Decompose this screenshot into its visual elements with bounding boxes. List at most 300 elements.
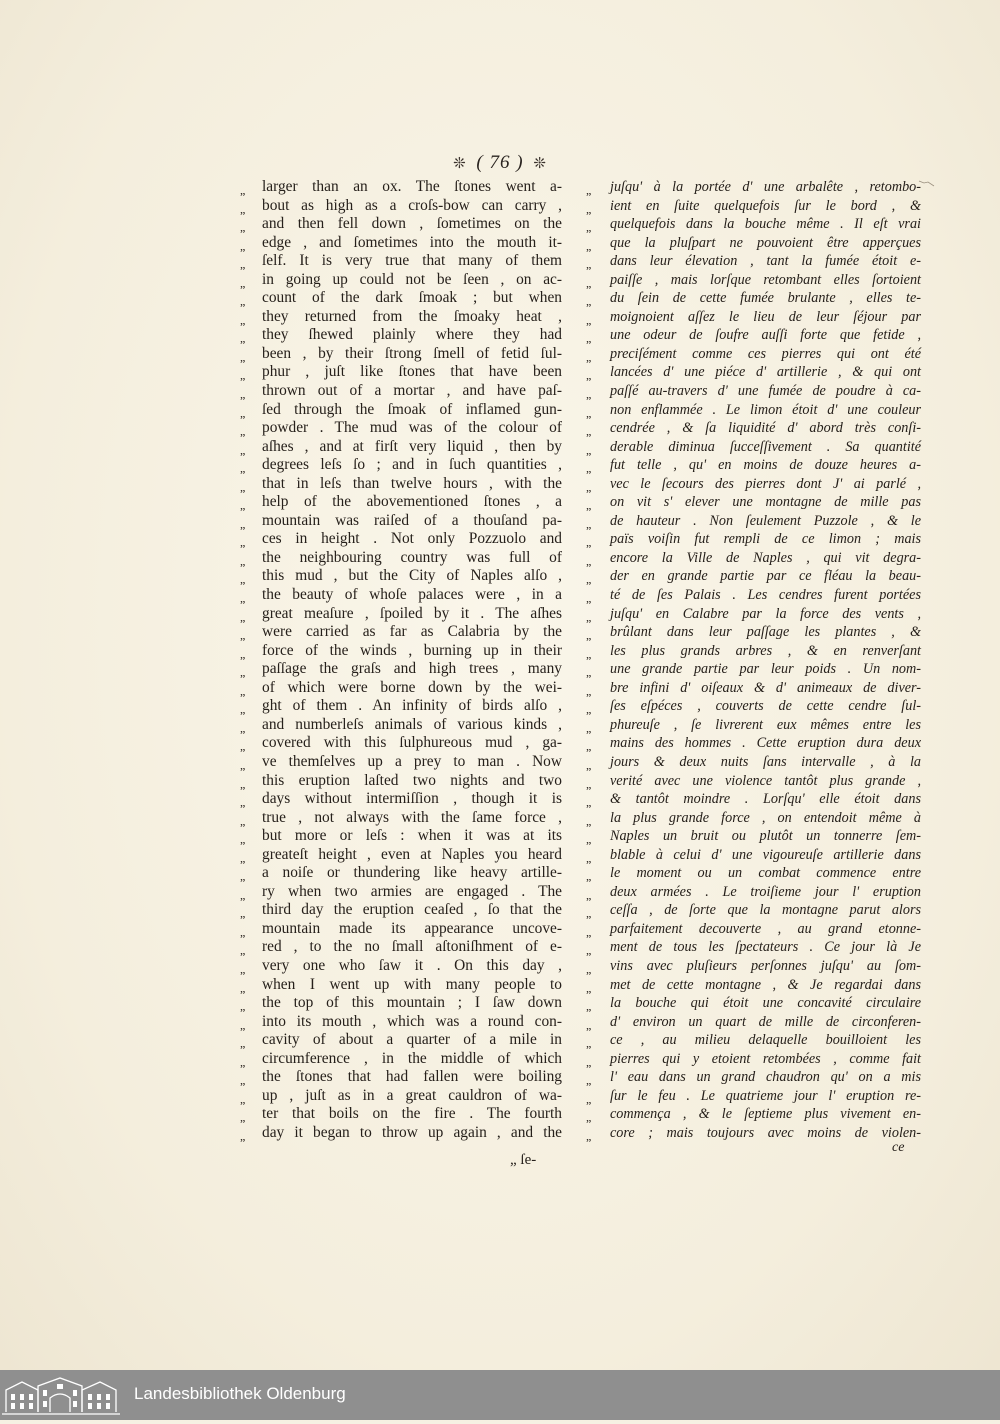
- quotation-mark-icon: „: [240, 887, 245, 902]
- french-line-text: du ſein de cette fumée brulante , elles te-: [610, 290, 921, 307]
- english-line-text: help of the abovementioned ſtones , a: [262, 493, 562, 511]
- english-line-text: true , not always with the ſame force ,: [262, 808, 562, 826]
- french-line: [586, 1031, 921, 1050]
- quotation-mark-icon: „: [586, 349, 591, 364]
- english-line-text: this mud , but the City of Naples alſo ,: [262, 567, 562, 585]
- quotation-mark-icon: „: [240, 312, 245, 327]
- quotation-mark-icon: „: [240, 461, 245, 476]
- english-line-text: day it began to throw up again , and the: [262, 1123, 562, 1141]
- english-line-text: in going up could not be ſeen , on ac-: [262, 270, 562, 288]
- quotation-mark-icon: „: [240, 943, 245, 958]
- english-line: [240, 567, 562, 586]
- quotation-mark-icon: „: [586, 869, 591, 884]
- page-header: [0, 152, 1000, 174]
- quotation-mark-icon: „: [586, 572, 591, 587]
- english-line-text: of which were borne down by the wei-: [262, 678, 562, 696]
- french-line: [586, 567, 921, 586]
- french-line-text: met de cette montagne , & Je regardai dans: [610, 976, 921, 993]
- french-line: [586, 994, 921, 1013]
- french-line-text: phureuſe , ſe livrerent eux mêmes entre les: [610, 716, 921, 733]
- english-line-text: thrown out of a mortar , and have paſ-: [262, 382, 562, 400]
- catchword-left: „ ſe-: [510, 1152, 537, 1168]
- english-line: [240, 1105, 562, 1124]
- english-line-text: ry when two armies are engaged . The: [262, 882, 562, 900]
- quotation-mark-icon: „: [240, 795, 245, 810]
- french-line-text: verité avec une violence tantôt plus grande ,: [610, 772, 921, 789]
- quotation-mark-icon: „: [586, 516, 591, 531]
- french-line: [586, 475, 921, 494]
- quotation-mark-icon: „: [240, 572, 245, 587]
- quotation-mark-icon: „: [586, 683, 591, 698]
- quotation-mark-icon: „: [240, 850, 245, 865]
- quotation-mark-icon: „: [586, 461, 591, 476]
- english-line-text: that in leſs than twelve hours , with the: [262, 474, 562, 492]
- english-line: [240, 846, 562, 865]
- english-line-text: larger than an ox. The ſtones went a-: [262, 178, 562, 195]
- french-line-text: l' eau dans un grand chaudron qu' on a mis: [610, 1069, 921, 1086]
- quotation-mark-icon: „: [586, 628, 591, 643]
- english-line-text: they ſhewed plainly where they had: [262, 326, 562, 344]
- quotation-mark-icon: „: [586, 220, 591, 235]
- french-line: [586, 623, 921, 642]
- english-line: [240, 252, 562, 271]
- french-line-text: que la pluſpart ne pouvoient être apperçues: [610, 234, 921, 251]
- french-line: [586, 326, 921, 345]
- quotation-mark-icon: „: [586, 1091, 591, 1106]
- french-line: [586, 456, 921, 475]
- english-line: [240, 1031, 562, 1050]
- quotation-mark-icon: „: [586, 387, 591, 402]
- quotation-mark-icon: „: [586, 1054, 591, 1069]
- quotation-mark-icon: „: [240, 535, 245, 550]
- french-line: [586, 920, 921, 939]
- french-line-text: ſur le feu . Le quatrieme jour l' eruption re-: [610, 1087, 921, 1104]
- english-line-text: circumference , in the middle of which: [262, 1049, 562, 1067]
- quotation-mark-icon: „: [240, 776, 245, 791]
- ornament-left-icon: ❊: [453, 156, 467, 172]
- french-line-text: core ; mais toujours avec moins de violen-: [610, 1124, 921, 1141]
- quotation-mark-icon: „: [586, 294, 591, 309]
- quotation-mark-icon: „: [240, 906, 245, 921]
- english-line: [240, 438, 562, 457]
- quotation-mark-icon: „: [586, 535, 591, 550]
- english-line: [240, 623, 562, 642]
- english-line-text: force of the winds , burning up in their: [262, 641, 562, 659]
- quotation-mark-icon: „: [586, 832, 591, 847]
- english-line-text: phur , juſt like ſtones that have been: [262, 363, 562, 381]
- french-line: [586, 976, 921, 995]
- french-line: [586, 382, 921, 401]
- french-line: [586, 234, 921, 253]
- quotation-mark-icon: „: [240, 275, 245, 290]
- quotation-mark-icon: „: [586, 368, 591, 383]
- french-line-text: la bouche qui étoit une concavité circulaire: [610, 995, 921, 1012]
- english-line: [240, 772, 562, 791]
- english-line-text: count of the dark ſmoak ; but when: [262, 289, 562, 307]
- english-line: [240, 401, 562, 420]
- quotation-mark-icon: „: [240, 220, 245, 235]
- quotation-mark-icon: „: [240, 294, 245, 309]
- ornament-right-icon: ❊: [533, 156, 547, 172]
- english-line: [240, 642, 562, 661]
- french-line-text: jours & deux nuits ſans intervalle , à la: [610, 753, 921, 770]
- quotation-mark-icon: „: [240, 702, 245, 717]
- french-line: [586, 530, 921, 549]
- quotation-mark-icon: „: [240, 516, 245, 531]
- english-line-text: powder . The mud was of the colour of: [262, 419, 562, 437]
- french-line: [586, 938, 921, 957]
- english-line-text: but more or leſs : when it was at its: [262, 827, 562, 845]
- french-line-text: d' environ un quart de mille de circonferen-: [610, 1013, 921, 1030]
- french-line: [586, 215, 921, 234]
- english-line-text: the ſtones that had fallen were boiling: [262, 1068, 562, 1086]
- english-line: [240, 586, 562, 605]
- french-line: [586, 901, 921, 920]
- quotation-mark-icon: „: [586, 609, 591, 624]
- quotation-mark-icon: „: [586, 795, 591, 810]
- quotation-mark-icon: „: [586, 850, 591, 865]
- quotation-mark-icon: „: [240, 683, 245, 698]
- french-line-text: juſqu' à la portée d' une arbalête , retombo-: [610, 179, 921, 195]
- english-line: [240, 679, 562, 698]
- english-line: [240, 753, 562, 772]
- french-line-text: der en grande partie par ce fléau la beau-: [610, 568, 921, 585]
- english-line-text: they returned from the ſmoaky heat ,: [262, 307, 562, 325]
- english-line-text: paſſage the graſs and high trees , many: [262, 660, 562, 678]
- french-line: [586, 716, 921, 735]
- french-line-text: ce , au milieu delaquelle bouilloient les: [610, 1032, 921, 1049]
- french-line: [586, 512, 921, 531]
- english-line: [240, 289, 562, 308]
- quotation-mark-icon: „: [240, 1128, 245, 1143]
- french-line-text: brûlant dans leur paſſage les plantes , &: [610, 624, 921, 641]
- quotation-mark-icon: „: [240, 387, 245, 402]
- english-line: [240, 697, 562, 716]
- quotation-mark-icon: „: [586, 980, 591, 995]
- quotation-mark-icon: „: [240, 924, 245, 939]
- french-line-text: quelquefois dans la bouche même . Il eſt vrai: [610, 216, 921, 233]
- french-line-text: les plus grands arbres , & en renverſant: [610, 642, 921, 659]
- quotation-mark-icon: „: [586, 238, 591, 253]
- quotation-mark-icon: „: [240, 553, 245, 568]
- french-line: [586, 753, 921, 772]
- french-line: [586, 827, 921, 846]
- french-line-text: moignoient aſſez le lieu de leur ſéjour par: [610, 308, 921, 325]
- french-line: [586, 660, 921, 679]
- quotation-mark-icon: „: [240, 183, 245, 197]
- quotation-mark-icon: „: [586, 665, 591, 680]
- english-line-text: the beauty of whoſe palaces were , in a: [262, 586, 562, 604]
- quotation-mark-icon: „: [240, 498, 245, 513]
- english-line-text: when I went up with many people to: [262, 975, 562, 993]
- french-line: [586, 864, 921, 883]
- english-line: [240, 549, 562, 568]
- english-line: [240, 920, 562, 939]
- english-line-text: the top of this mountain ; I ſaw down: [262, 994, 562, 1012]
- quotation-mark-icon: „: [240, 1091, 245, 1106]
- english-line-text: ſelf. It is very true that many of them: [262, 252, 562, 270]
- french-line: [586, 308, 921, 327]
- french-line-text: fut telle , qu' en moins de douze heures a-: [610, 457, 921, 474]
- english-line-text: ces in height . Not only Pozzuolo and: [262, 530, 562, 548]
- french-line: [586, 1124, 921, 1143]
- french-line: [586, 586, 921, 605]
- quotation-mark-icon: „: [240, 739, 245, 754]
- english-text-column: [240, 178, 562, 1142]
- french-line-text: Naples un bruit ou plutôt un tonnerre ſem-: [610, 828, 921, 845]
- english-line: [240, 326, 562, 345]
- french-line-text: ient en ſuite quelquefois ſur le bord , &: [610, 197, 921, 214]
- french-line: [586, 401, 921, 420]
- french-line-text: cendrée , & ſa liquidité d' abord très conſi-: [610, 420, 921, 437]
- english-line: [240, 308, 562, 327]
- quotation-mark-icon: „: [240, 1017, 245, 1032]
- quotation-mark-icon: „: [240, 628, 245, 643]
- english-line-text: bout as high as a croſs-bow can carry ,: [262, 196, 562, 214]
- english-line-text: mountain was raiſed of a thouſand pa-: [262, 511, 562, 529]
- english-line: [240, 512, 562, 531]
- english-line-text: ſed through the ſmoak of inflamed gun-: [262, 400, 562, 418]
- english-line-text: edge , and ſometimes into the mouth it-: [262, 233, 562, 251]
- quotation-mark-icon: „: [586, 275, 591, 290]
- english-line: [240, 976, 562, 995]
- quotation-mark-icon: „: [586, 924, 591, 939]
- french-line: [586, 549, 921, 568]
- french-line: [586, 772, 921, 791]
- quotation-mark-icon: „: [240, 961, 245, 976]
- quotation-mark-icon: „: [586, 331, 591, 346]
- english-line: [240, 345, 562, 364]
- french-line: [586, 809, 921, 828]
- quotation-mark-icon: „: [586, 201, 591, 216]
- english-line-text: aſhes , and at firſt very liquid , then by: [262, 437, 562, 455]
- quotation-mark-icon: „: [586, 776, 591, 791]
- library-name: Landesbibliothek Oldenburg: [134, 1384, 346, 1403]
- quotation-mark-icon: „: [586, 479, 591, 494]
- english-line: [240, 530, 562, 549]
- english-line: [240, 493, 562, 512]
- french-line: [586, 883, 921, 902]
- french-line-text: ceſſa , de ſorte que la montagne parut alors: [610, 902, 921, 919]
- english-line: [240, 734, 562, 753]
- french-line-text: on vit s' elever une montagne de mille pas: [610, 494, 921, 511]
- french-line-text: & tantôt moindre . Lorſqu' elle étoit dans: [610, 791, 921, 808]
- quotation-mark-icon: „: [240, 665, 245, 680]
- english-line: [240, 883, 562, 902]
- french-line: [586, 1105, 921, 1124]
- quotation-mark-icon: „: [240, 1073, 245, 1088]
- english-line: [240, 1013, 562, 1032]
- quotation-mark-icon: „: [586, 887, 591, 902]
- french-line: [586, 178, 921, 197]
- english-line: [240, 178, 562, 197]
- french-line-text: la plus grande force , on entendoit même à: [610, 809, 921, 826]
- english-line: [240, 234, 562, 253]
- french-line: [586, 697, 921, 716]
- quotation-mark-icon: „: [240, 720, 245, 735]
- quotation-mark-icon: „: [240, 424, 245, 439]
- quotation-mark-icon: „: [586, 498, 591, 513]
- english-line-text: ve themſelves up a prey to man . Now: [262, 752, 562, 770]
- english-line-text: mountain made its appearance uncove-: [262, 919, 562, 937]
- french-line: [586, 438, 921, 457]
- english-line: [240, 790, 562, 809]
- french-line: [586, 419, 921, 438]
- french-line: [586, 493, 921, 512]
- french-line-text: commença , & le ſeptieme plus vivement en-: [610, 1106, 921, 1123]
- french-line-text: une odeur de ſoufre auſſi forte que fetide ,: [610, 327, 921, 344]
- quotation-mark-icon: „: [586, 646, 591, 661]
- quotation-mark-icon: „: [586, 720, 591, 735]
- quotation-mark-icon: „: [240, 1110, 245, 1125]
- french-line-text: le moment ou un combat commence entre: [610, 865, 921, 882]
- quotation-mark-icon: „: [586, 813, 591, 828]
- quotation-mark-icon: „: [586, 999, 591, 1014]
- english-line: [240, 660, 562, 679]
- french-line: [586, 289, 921, 308]
- library-building-icon: [0, 1370, 122, 1420]
- english-line-text: into its mouth , which was a round con-: [262, 1012, 562, 1030]
- english-line-text: ght of them . An infinity of birds alſo ,: [262, 697, 562, 715]
- english-line: [240, 1050, 562, 1069]
- french-line-text: vins avec pluſieurs perſonnes juſqu' au ſom-: [610, 957, 921, 974]
- english-line-text: were carried as far as Calabria by the: [262, 623, 562, 641]
- quotation-mark-icon: „: [240, 331, 245, 346]
- french-line: [586, 605, 921, 624]
- english-line: [240, 271, 562, 290]
- english-line: [240, 475, 562, 494]
- english-line-text: a noiſe or thundering like heavy artille-: [262, 864, 562, 882]
- library-footer-bar: [0, 1370, 1000, 1420]
- quotation-mark-icon: „: [586, 553, 591, 568]
- quotation-mark-icon: „: [586, 1036, 591, 1051]
- quotation-mark-icon: „: [240, 201, 245, 216]
- english-line-text: been , by their ſtrong ſmell of fetid ſul-: [262, 344, 562, 362]
- english-line: [240, 197, 562, 216]
- english-line: [240, 419, 562, 438]
- quotation-mark-icon: „: [586, 702, 591, 717]
- english-line-text: cavity of about a quarter of a mile in: [262, 1031, 562, 1049]
- english-line: [240, 809, 562, 828]
- quotation-mark-icon: „: [240, 257, 245, 272]
- quotation-mark-icon: „: [586, 424, 591, 439]
- quotation-mark-icon: „: [240, 813, 245, 828]
- french-text-column: [586, 178, 921, 1142]
- english-line-text: great meaſure , ſpoiled by it . The aſhes: [262, 604, 562, 622]
- quotation-mark-icon: „: [586, 757, 591, 772]
- english-line: [240, 605, 562, 624]
- french-line: [586, 1013, 921, 1032]
- french-line: [586, 363, 921, 382]
- french-line-text: vec le ſecours des pierres dont J' ai parlé ,: [610, 475, 921, 492]
- french-line-text: lancées d' une piéce d' artillerie , & qui ont: [610, 364, 921, 381]
- english-line-text: up , juſt as in a great cauldron of wa-: [262, 1086, 562, 1104]
- quotation-mark-icon: „: [240, 646, 245, 661]
- quotation-mark-icon: „: [586, 442, 591, 457]
- english-line-text: greateſt height , even at Naples you heard: [262, 845, 562, 863]
- french-line-text: té de ſes Palais . Les cendres furent portées: [610, 587, 921, 604]
- english-line: [240, 1124, 562, 1143]
- english-line: [240, 382, 562, 401]
- english-line: [240, 456, 562, 475]
- quotation-mark-icon: „: [240, 980, 245, 995]
- quotation-mark-icon: „: [586, 1017, 591, 1032]
- quotation-mark-icon: „: [240, 405, 245, 420]
- quotation-mark-icon: „: [240, 609, 245, 624]
- quotation-mark-icon: „: [240, 999, 245, 1014]
- english-line: [240, 864, 562, 883]
- quotation-mark-icon: „: [240, 832, 245, 847]
- french-line-text: blable à celui d' une vigoureuſe artillerie dans: [610, 846, 921, 863]
- french-line-text: mains des hommes . Cette eruption dura deux: [610, 735, 921, 752]
- quotation-mark-icon: „: [240, 479, 245, 494]
- french-line: [586, 734, 921, 753]
- quotation-mark-icon: „: [586, 257, 591, 272]
- french-line-text: derable diminua ſucceſſivement . Sa quantité: [610, 438, 921, 455]
- english-line: [240, 215, 562, 234]
- catchword-right: ce: [892, 1140, 905, 1155]
- quotation-mark-icon: „: [240, 349, 245, 364]
- quotation-mark-icon: „: [586, 961, 591, 976]
- quotation-mark-icon: „: [586, 1128, 591, 1143]
- english-line-text: covered with this ſulphureous mud , ga-: [262, 734, 562, 752]
- quotation-mark-icon: „: [586, 591, 591, 606]
- quotation-mark-icon: „: [586, 1110, 591, 1125]
- quotation-mark-icon: „: [586, 1073, 591, 1088]
- english-line-text: red , to the no ſmall aſtoniſhment of e-: [262, 938, 562, 956]
- french-line: [586, 252, 921, 271]
- french-line-text: païs voiſin fut rempli de ce limon ; mais: [610, 531, 921, 548]
- quotation-mark-icon: „: [586, 943, 591, 958]
- quotation-mark-icon: „: [240, 238, 245, 253]
- french-line-text: encore la Ville de Naples , qui vit degra-: [610, 549, 921, 566]
- english-line: [240, 901, 562, 920]
- french-line: [586, 345, 921, 364]
- french-line-text: non enflammée . Le limon étoit d' une couleur: [610, 401, 921, 418]
- french-line-text: deux armées . Le troiſieme jour l' eruption: [610, 883, 921, 900]
- french-line: [586, 1050, 921, 1069]
- quotation-mark-icon: „: [586, 312, 591, 327]
- quotation-mark-icon: „: [240, 368, 245, 383]
- french-line: [586, 957, 921, 976]
- french-line: [586, 1087, 921, 1106]
- english-line: [240, 363, 562, 382]
- quotation-mark-icon: „: [240, 869, 245, 884]
- english-line-text: very one who ſaw it . On this day ,: [262, 956, 562, 974]
- english-line-text: days without intermiſſion , though it is: [262, 790, 562, 808]
- english-line: [240, 994, 562, 1013]
- french-line-text: ſes eſpéces , couverts de cette cendre ſul-: [610, 698, 921, 715]
- english-line-text: ter that boils on the fire . The fourth: [262, 1105, 562, 1123]
- french-line-text: preciſément comme ces pierres qui ont été: [610, 345, 921, 362]
- french-line-text: dans leur élevation , tant la fumée étoit e-: [610, 253, 921, 270]
- english-line: [240, 716, 562, 735]
- french-line: [586, 1068, 921, 1087]
- french-line: [586, 271, 921, 290]
- french-line-text: paiſſe , mais lorſque retombant elles ſortoient: [610, 271, 921, 288]
- french-line-text: parfaitement decouverte , au grand etonne-: [610, 920, 921, 937]
- quotation-mark-icon: „: [586, 739, 591, 754]
- quotation-mark-icon: „: [240, 442, 245, 457]
- french-line-text: pierres qui y etoient retombées , comme fait: [610, 1050, 921, 1067]
- french-line: [586, 642, 921, 661]
- english-line: [240, 1087, 562, 1106]
- english-line-text: degrees leſs ſo ; and in ſuch quantities ,: [262, 456, 562, 474]
- french-line: [586, 197, 921, 216]
- french-line-text: de hauteur . Non ſeulement Puzzole , & le: [610, 512, 921, 529]
- english-line: [240, 957, 562, 976]
- english-line-text: this eruption laſted two nights and two: [262, 771, 562, 789]
